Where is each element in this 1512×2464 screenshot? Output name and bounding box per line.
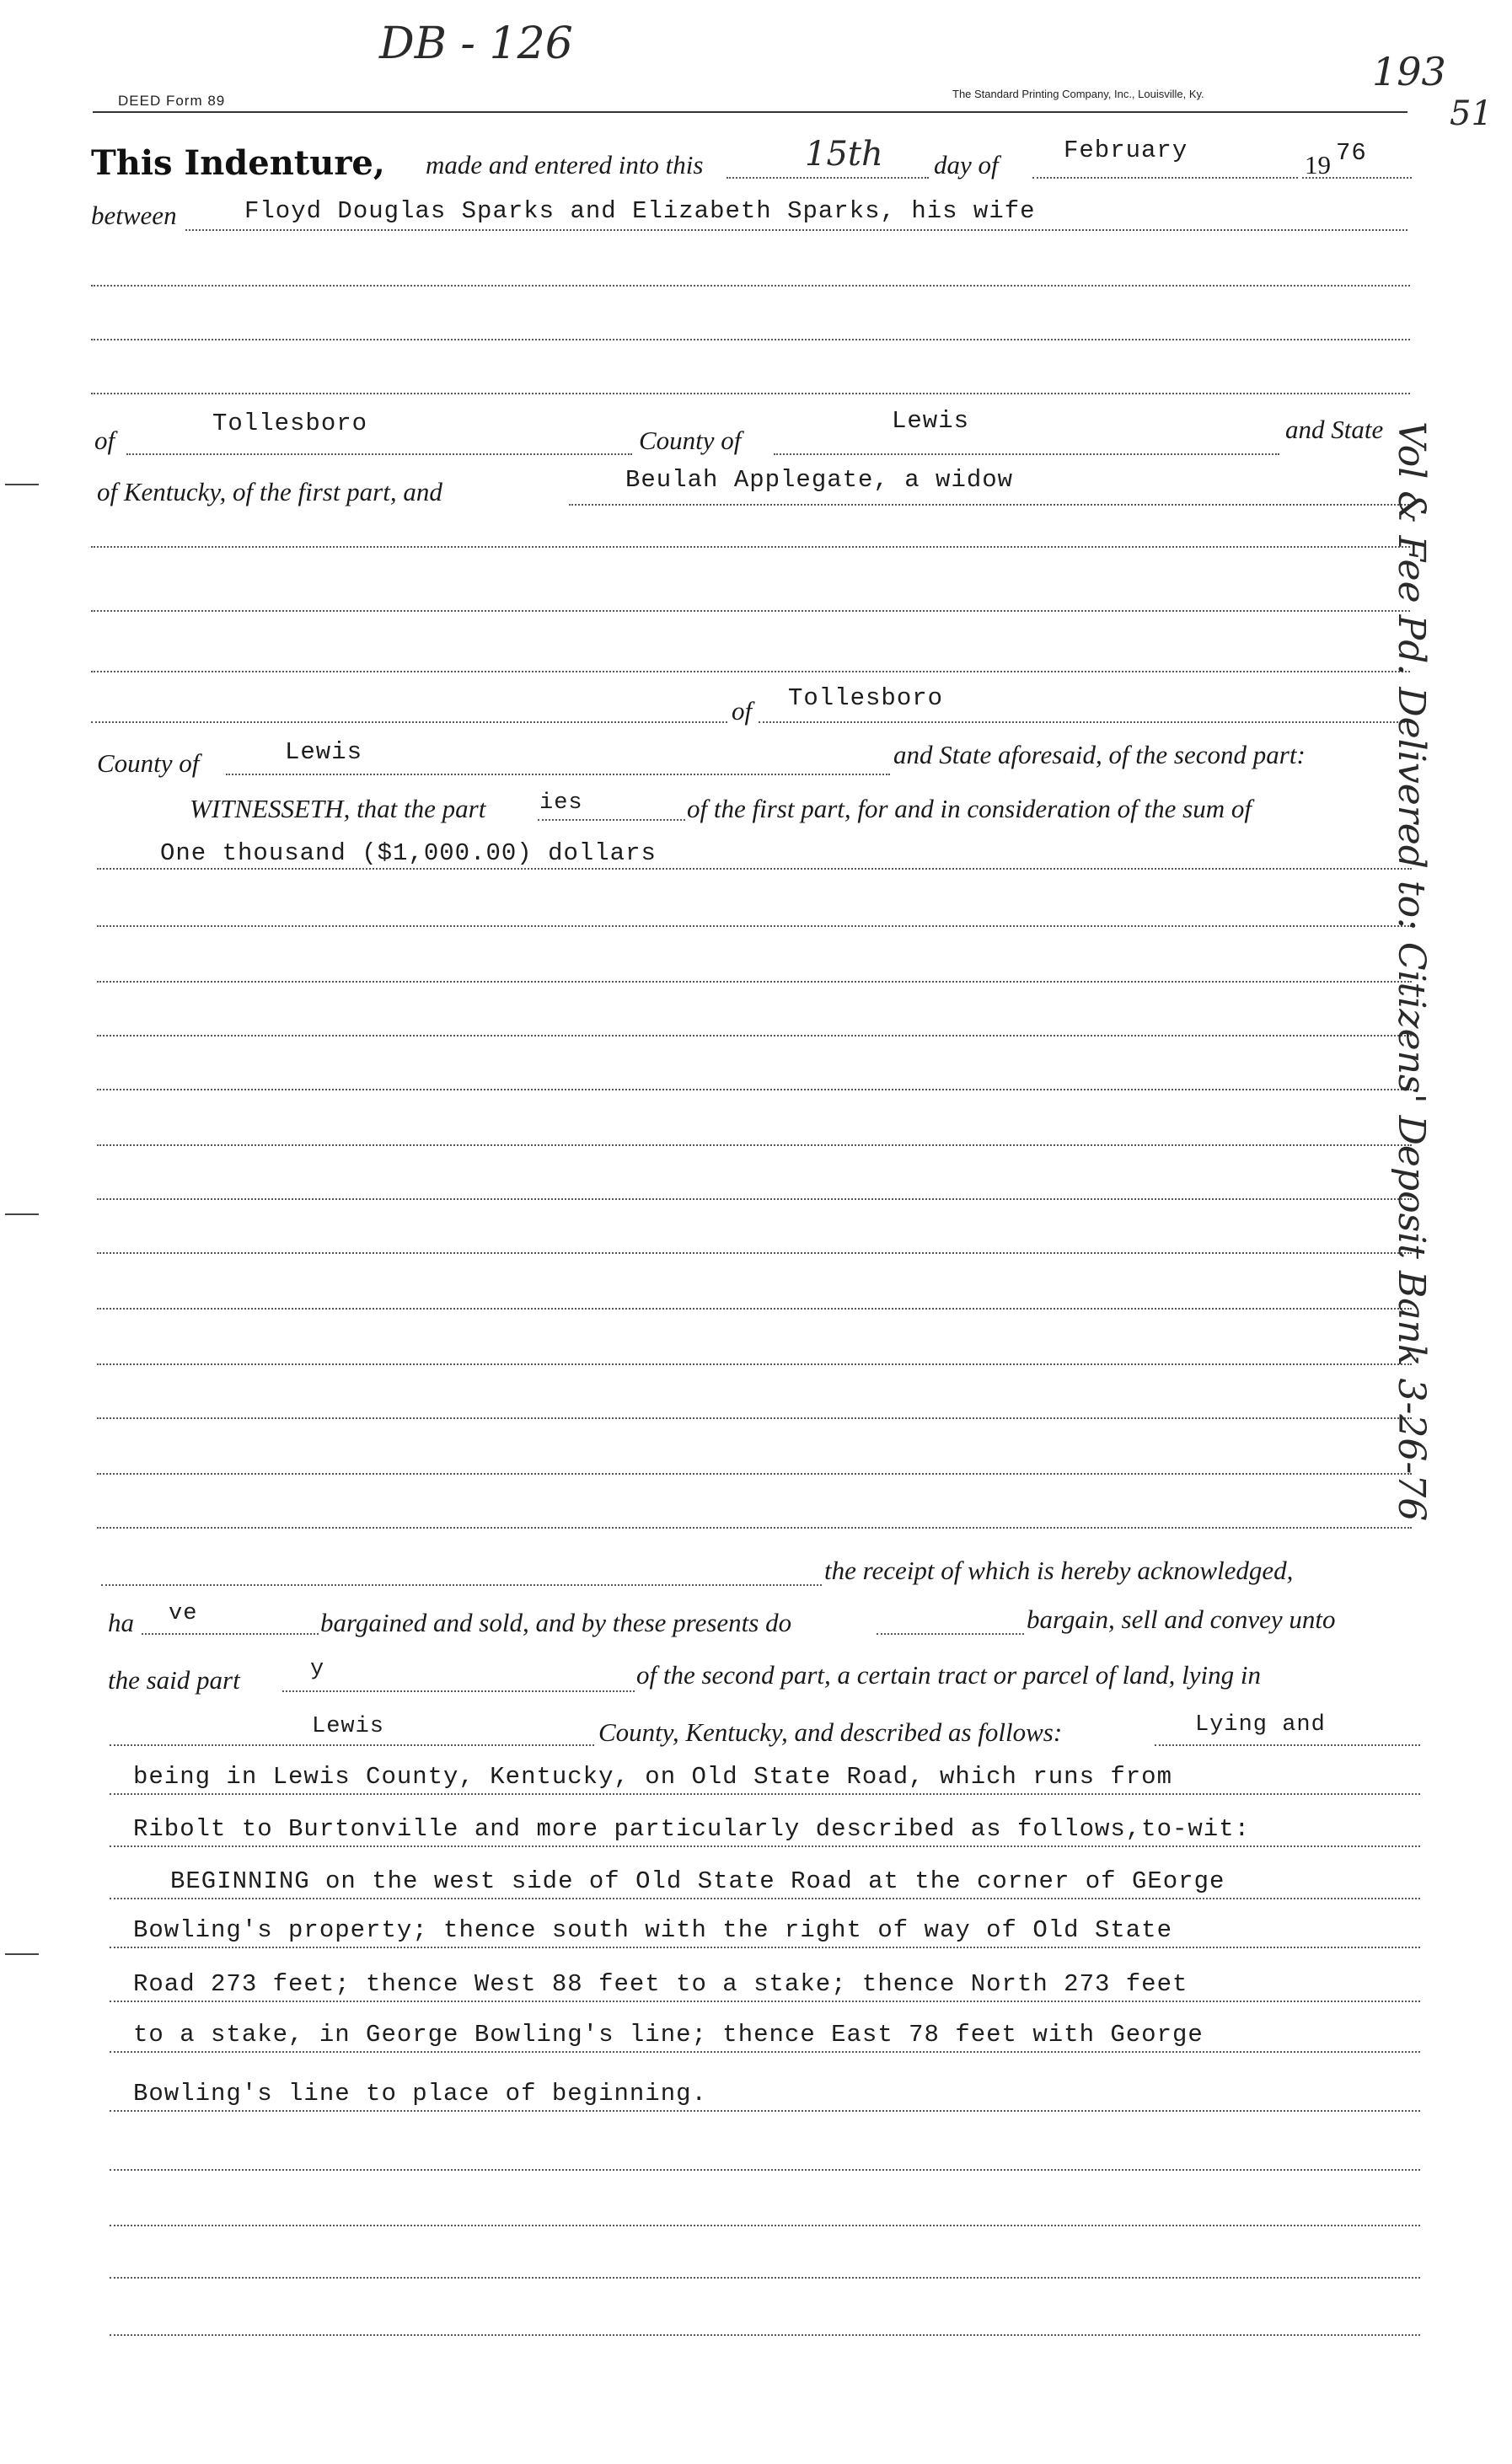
blank-rule [110, 2169, 1420, 2171]
consideration-text: of the first part, for and in consideration of the sum of [687, 794, 1252, 823]
blank-rule [97, 1308, 1412, 1310]
said-part-label: the said part [108, 1665, 240, 1695]
page-number: 193 [1372, 49, 1446, 94]
description-start: Lying and [1195, 1712, 1326, 1738]
year-fill-rule [1302, 177, 1412, 179]
description-rule [110, 1845, 1420, 1847]
blank-rule [110, 2334, 1420, 2336]
description-line: being in Lewis County, Kentucky, on Old State Road, which runs from [133, 1763, 1172, 1791]
blank-rule [97, 1473, 1412, 1475]
state-label: and State [1285, 415, 1384, 444]
made-text: made and entered into this [426, 150, 704, 179]
parties-fill-rule [538, 819, 685, 821]
bargained-text: bargained and sold, and by these presents do [320, 1608, 792, 1637]
day-fill-rule [727, 177, 929, 179]
blank-rule [97, 1417, 1412, 1419]
year-prefix: 19 [1305, 150, 1331, 179]
county-kentucky-text: County, Kentucky, and described as follows: [598, 1717, 1063, 1747]
between-fill-rule [185, 229, 1407, 231]
first-part-text: of Kentucky, of the first part, and [97, 477, 442, 506]
description-line: Road 273 feet; thence West 88 feet to a stake; thence North 273 feet [133, 1970, 1188, 1998]
ha-fill: ve [169, 1601, 198, 1626]
blank-rule [97, 1363, 1412, 1365]
receipt-fill-rule [101, 1584, 822, 1586]
sum-fill-rule [97, 868, 1412, 870]
first-party-town: Tollesboro [212, 410, 368, 437]
margin-tick [5, 1953, 39, 1955]
description-rule [110, 2001, 1420, 2002]
month-fill-rule [1032, 177, 1298, 179]
blank-rule [97, 1035, 1412, 1036]
blank-rule [91, 610, 1410, 612]
first-party-county: Lewis [892, 407, 970, 435]
blank-rule [91, 546, 1410, 548]
blank-rule [97, 1144, 1412, 1146]
printer-name: The Standard Printing Company, Inc., Louisville, Ky. [952, 88, 1204, 100]
second-party-fill-rule [569, 504, 1412, 506]
description-line: to a stake, in George Bowling's line; thence East 78 feet with George [133, 2021, 1204, 2049]
town-fill-rule [126, 453, 632, 455]
blank-rule [91, 671, 1410, 672]
month-value: February [1064, 137, 1188, 164]
county-fill-rule [110, 1744, 594, 1746]
witnesseth-text: WITNESSETH, that the part [190, 794, 486, 823]
aforesaid-text: and State aforesaid, of the second part: [893, 740, 1306, 769]
said-part-fill: y [310, 1657, 325, 1682]
form-label: DEED Form 89 [118, 93, 226, 109]
desc-start-fill-rule [1155, 1744, 1420, 1746]
leading-rule [91, 721, 727, 723]
description-line: Ribolt to Burtonville and more particularly described as follows,to-wit: [133, 1815, 1251, 1843]
consideration-sum: One thousand ($1,000.00) dollars [160, 839, 657, 867]
description-rule [110, 1898, 1420, 1899]
ha-label: ha [108, 1608, 134, 1637]
do-fill-rule [877, 1633, 1024, 1635]
second-party-name: Beulah Applegate, a widow [625, 466, 1014, 494]
parties-fill: ies [539, 790, 583, 816]
bargain-text: bargain, sell and convey unto [1027, 1604, 1336, 1634]
blank-rule [97, 1527, 1412, 1529]
county-label: County of [639, 426, 742, 455]
blank-rule [110, 2225, 1420, 2226]
year-value: 76 [1336, 139, 1367, 167]
county-fill-rule [774, 453, 1279, 455]
receipt-text: the receipt of which is hereby acknowledged, [824, 1556, 1294, 1585]
blank-rule [110, 2277, 1420, 2279]
header-rule [93, 111, 1407, 113]
between-label: between [91, 201, 177, 230]
book-reference: DB - 126 [379, 19, 573, 69]
said-part-fill-rule [282, 1690, 635, 1692]
second-part-text: of the second part, a certain tract or parcel of land, lying in [636, 1660, 1262, 1690]
day-of-text: day of [934, 150, 999, 179]
blank-rule [97, 1089, 1412, 1090]
town-fill-rule [759, 721, 1412, 723]
first-party-names: Floyd Douglas Sparks and Elizabeth Sparks, his wife [244, 197, 1036, 225]
description-line: BEGINNING on the west side of Old State Road at the corner of GEorge [170, 1867, 1225, 1895]
description-rule [110, 2051, 1420, 2053]
margin-tick [5, 1213, 39, 1215]
description-rule [110, 1947, 1420, 1948]
blank-rule [91, 339, 1410, 340]
page-sub-number: 51 [1450, 94, 1493, 133]
second-party-county: Lewis [285, 738, 363, 766]
margin-tick [5, 484, 39, 485]
blank-rule [97, 981, 1412, 983]
deed-title: This Indenture, [91, 143, 385, 183]
description-line: Bowling's property; thence south with the right of way of Old State [133, 1916, 1172, 1944]
blank-rule [97, 925, 1412, 927]
tract-county: Lewis [312, 1714, 385, 1739]
margin-delivery-note: Vol & Fee Pd. Delivered to: Citizens' Deposit Bank 3-26-76 [1390, 421, 1433, 1522]
description-line: Bowling's line to place of beginning. [133, 2080, 707, 2108]
of-label: of [732, 696, 753, 726]
blank-rule [91, 393, 1410, 394]
county-label: County of [97, 748, 200, 778]
blank-rule [97, 1252, 1412, 1254]
description-rule [110, 1793, 1420, 1795]
description-rule [110, 2110, 1420, 2112]
of-label: of [94, 426, 115, 455]
blank-rule [97, 1198, 1412, 1200]
ha-fill-rule [142, 1633, 319, 1635]
blank-rule [91, 285, 1410, 287]
day-value: 15th [805, 135, 883, 174]
county-fill-rule [226, 774, 890, 775]
second-party-town: Tollesboro [788, 684, 944, 712]
